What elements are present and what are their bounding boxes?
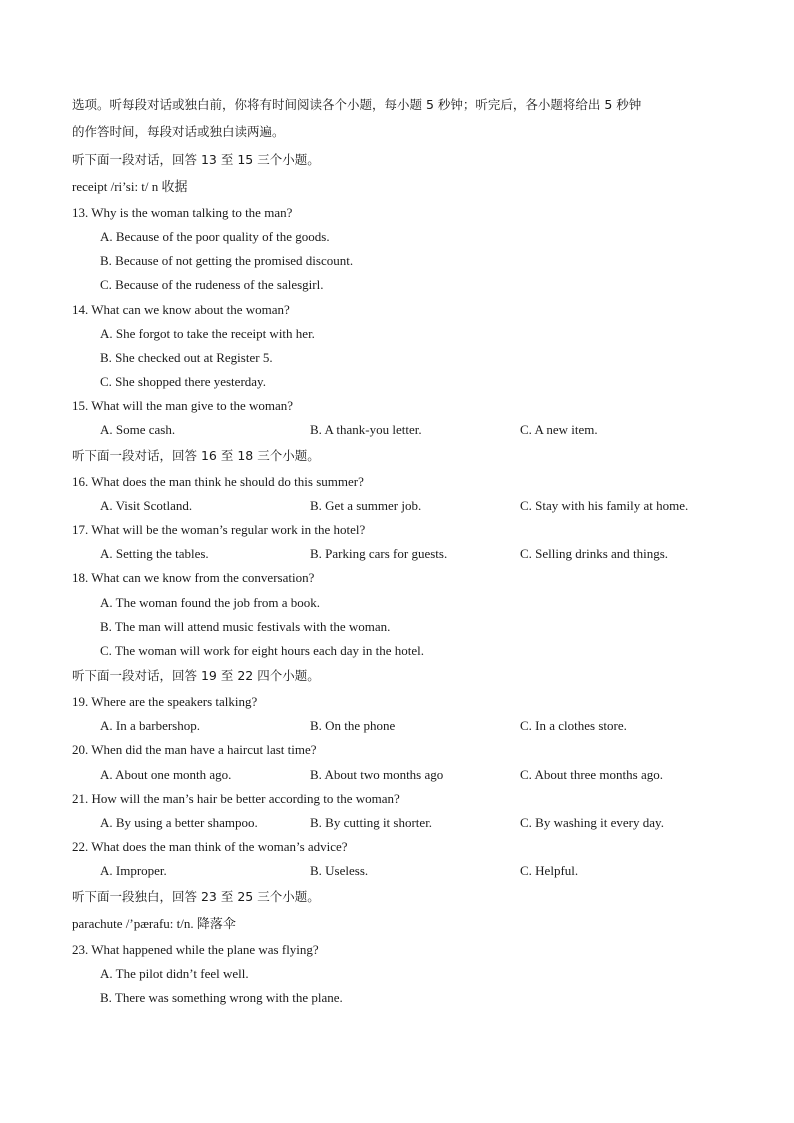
option-a: A. In a barbershop. <box>100 718 200 733</box>
question-stem: 19. Where are the speakers talking? <box>72 694 258 709</box>
vocabulary-note: parachute /’pærafu: t/n. 降落伞 <box>72 916 236 931</box>
option-b: B. The man will attend music festivals with the woman. <box>100 619 391 634</box>
question-stem: 14. What can we know about the woman? <box>72 302 290 317</box>
question-stem: 23. What happened while the plane was flying? <box>72 942 319 957</box>
option-a: A. Setting the tables. <box>100 546 209 561</box>
option-a: A. The woman found the job from a book. <box>100 595 320 610</box>
question-stem: 18. What can we know from the conversation? <box>72 570 315 585</box>
option-b: B. Parking cars for guests. <box>310 546 448 561</box>
option-b: B. There was something wrong with the plane. <box>100 990 343 1005</box>
option-c: C. Selling drinks and things. <box>520 546 669 561</box>
option-b: B. By cutting it shorter. <box>310 815 433 830</box>
option-c: C. She shopped there yesterday. <box>100 374 266 389</box>
question-stem: 16. What does the man think he should do this summer? <box>72 474 364 489</box>
option-b: B. About two months ago <box>310 767 444 782</box>
option-c: C. Helpful. <box>520 863 579 878</box>
section-heading: 听下面一段对话，回答 16 至 18 三个小题。 <box>72 448 320 463</box>
instruction-text-line-2: 的作答时间，每段对话或独白读两遍。 <box>72 124 285 139</box>
section-heading: 听下面一段对话，回答 13 至 15 三个小题。 <box>72 152 320 167</box>
option-b: B. On the phone <box>310 718 396 733</box>
option-a: A. About one month ago. <box>100 767 232 782</box>
option-a: A. Improper. <box>100 863 167 878</box>
option-c: C. Because of the rudeness of the salesgirl. <box>100 277 324 292</box>
option-a: A. Because of the poor quality of the goods. <box>100 229 330 244</box>
question-stem: 21. How will the man’s hair be better according to the woman? <box>72 791 400 806</box>
option-a: A. She forgot to take the receipt with her. <box>100 326 315 341</box>
question-stem: 15. What will the man give to the woman? <box>72 398 294 413</box>
section-heading: 听下面一段对话，回答 19 至 22 四个小题。 <box>72 668 320 683</box>
question-stem: 13. Why is the woman talking to the man? <box>72 205 293 220</box>
option-a: A. By using a better shampoo. <box>100 815 258 830</box>
option-b: B. Because of not getting the promised discount. <box>100 253 354 268</box>
option-c: C. The woman will work for eight hours each day in the hotel. <box>100 643 424 658</box>
vocabulary-note: receipt /ri’si: t/ n 收据 <box>72 179 188 194</box>
option-b: B. Get a summer job. <box>310 498 422 513</box>
question-stem: 17. What will be the woman’s regular work in the hotel? <box>72 522 366 537</box>
option-c: C. In a clothes store. <box>520 718 627 733</box>
option-a: A. Some cash. <box>100 422 176 437</box>
option-b: B. She checked out at Register 5. <box>100 350 273 365</box>
option-c: C. Stay with his family at home. <box>520 498 689 513</box>
option-b: B. Useless. <box>310 863 369 878</box>
option-c: C. About three months ago. <box>520 767 663 782</box>
option-c: C. A new item. <box>520 422 598 437</box>
option-b: B. A thank-you letter. <box>310 422 422 437</box>
instruction-text-line-1: 选项。听每段对话或独白前，你将有时间阅读各个小题，每小题 5 秒钟；听完后，各小题将给出 5 秒钟 <box>72 97 642 112</box>
option-a: A. The pilot didn’t feel well. <box>100 966 249 981</box>
option-c: C. By washing it every day. <box>520 815 664 830</box>
option-a: A. Visit Scotland. <box>100 498 193 513</box>
question-stem: 22. What does the man think of the woman’s advice? <box>72 839 348 854</box>
section-heading: 听下面一段独白，回答 23 至 25 三个小题。 <box>72 889 320 904</box>
question-stem: 20. When did the man have a haircut last time? <box>72 742 317 757</box>
